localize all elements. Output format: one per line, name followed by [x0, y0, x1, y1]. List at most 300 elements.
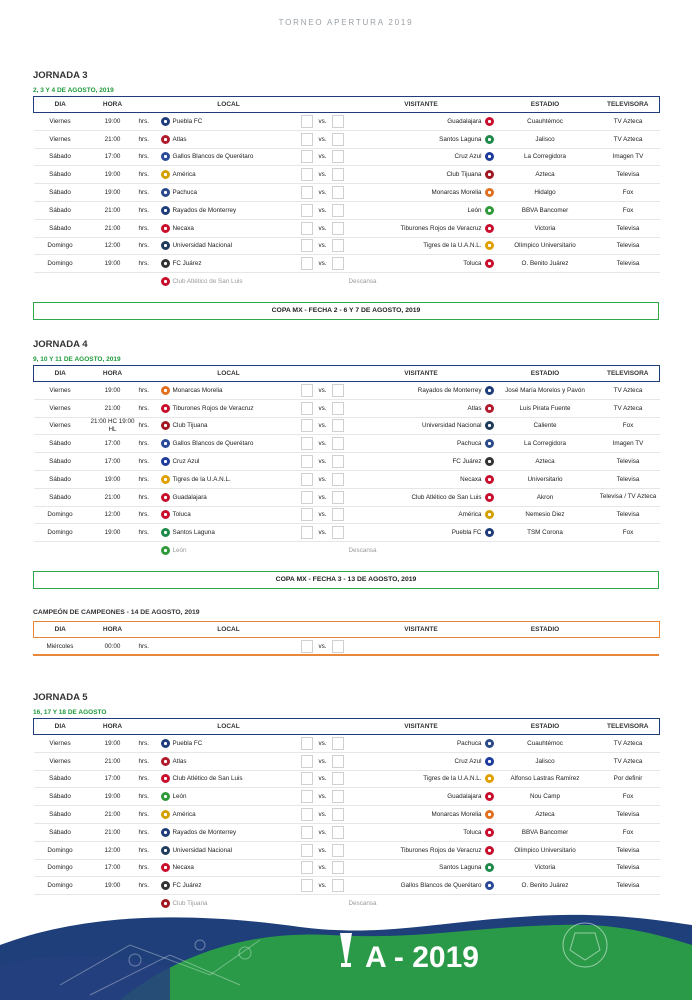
- cell-local: [161, 453, 297, 471]
- score-cell: [297, 237, 349, 255]
- score-cell: [297, 184, 349, 202]
- local-team-name: Tiburones Rojos de Veracruz: [172, 404, 254, 412]
- team-crest-guadalajara-icon: [485, 117, 494, 126]
- score-cell: [297, 113, 349, 131]
- cell-hrs: hrs.: [138, 642, 149, 650]
- home-score-box[interactable]: [301, 755, 313, 768]
- cell-visitante: [349, 752, 494, 770]
- home-score-box[interactable]: [301, 861, 313, 874]
- cell-visitante: [349, 877, 494, 895]
- header-dia: DIA: [34, 622, 87, 638]
- cell-local: [161, 735, 297, 753]
- visitor-team-name: Cruz Azul: [454, 153, 482, 161]
- cell-dia: Viernes: [34, 130, 87, 148]
- score-cell: [297, 255, 349, 273]
- score-cell: [297, 417, 349, 435]
- visitor-team-name: Gallos Blancos de Querétaro: [400, 882, 482, 890]
- vs-label: vs.: [318, 529, 327, 537]
- vs-label: vs.: [318, 135, 327, 143]
- score-cell: [297, 399, 349, 417]
- cell-estadio: Universitario: [494, 470, 597, 488]
- jornada-4-section: [33, 339, 659, 559]
- away-score-box[interactable]: [332, 844, 344, 857]
- header-local: LOCAL: [161, 97, 297, 113]
- local-team-name: FC Juárez: [172, 260, 202, 268]
- cell-visitante: [349, 859, 494, 877]
- vs-label: vs.: [318, 171, 327, 179]
- team-crest-club-tijuana-icon: [485, 170, 494, 179]
- cell-estadio: Olímpico Universitario: [494, 237, 597, 255]
- campeon-section: [33, 609, 659, 655]
- match-row: [34, 470, 660, 488]
- cell-visitante: [349, 506, 494, 524]
- home-score-box[interactable]: [301, 133, 313, 146]
- cell-hrs: hrs.: [139, 399, 161, 417]
- cell-televisora: TV Azteca: [597, 113, 660, 131]
- vs-label: vs.: [318, 511, 327, 519]
- score-cell: [297, 806, 349, 824]
- visitor-team-name: Guadalajara: [447, 118, 482, 126]
- local-team-name: Necaxa: [172, 864, 194, 872]
- cell-hora: 19:00: [87, 877, 139, 895]
- cell-dia: Viernes: [34, 382, 87, 400]
- home-score-box[interactable]: [301, 737, 313, 750]
- cell-televisora: TV Azteca: [597, 399, 660, 417]
- cell-visitante: [349, 382, 494, 400]
- away-score-box[interactable]: [332, 861, 344, 874]
- home-score-box[interactable]: [301, 239, 313, 252]
- cell-dia: Sábado: [34, 470, 87, 488]
- cell-estadio: BBVA Bancomer: [494, 823, 597, 841]
- away-score-box[interactable]: [332, 640, 344, 653]
- team-crest-tigres-de-la-u-a-n-l-icon: [161, 475, 170, 484]
- cell-televisora: Televisa: [597, 859, 660, 877]
- cell-dia: Sábado: [34, 166, 87, 184]
- visitor-team-name: Toluca: [463, 829, 482, 837]
- cell-local: [161, 184, 297, 202]
- cell-visitante: [349, 166, 494, 184]
- local-team-name: Pachuca: [172, 189, 198, 197]
- cell-hrs: hrs.: [139, 506, 161, 524]
- away-score-box[interactable]: [332, 239, 344, 252]
- vs-label: vs.: [318, 260, 327, 268]
- home-score-box[interactable]: [301, 257, 313, 270]
- cell-dia: Domingo: [34, 859, 87, 877]
- cell-visitante: [349, 470, 494, 488]
- home-score-box[interactable]: [301, 879, 313, 892]
- cell-hora: 21:00 HC 19:00 HL: [87, 417, 139, 435]
- away-score-box[interactable]: [332, 455, 344, 468]
- cell-hora: 19:00: [87, 735, 139, 753]
- jornada-3-table: [33, 96, 660, 290]
- home-score-box[interactable]: [301, 790, 313, 803]
- team-crest-cruz-azul-icon: [161, 457, 170, 466]
- cell-estadio: Azteca: [494, 166, 597, 184]
- header-hora: HORA: [87, 97, 139, 113]
- home-score-box[interactable]: [301, 437, 313, 450]
- away-score-box[interactable]: [332, 473, 344, 486]
- home-score-box[interactable]: [301, 526, 313, 539]
- visitor-team-name: Club Tijuana: [446, 171, 482, 179]
- team-crest-guadalajara-icon: [485, 792, 494, 801]
- away-score-box[interactable]: [332, 133, 344, 146]
- cell-televisora: Fox: [597, 823, 660, 841]
- team-crest-rayados-de-monterrey-icon: [485, 386, 494, 395]
- cell-estadio: Azteca: [494, 806, 597, 824]
- cell-televisora: Televisa: [597, 806, 660, 824]
- home-score-box[interactable]: [301, 150, 313, 163]
- team-crest-club-atletico-de-san-luis-icon: [485, 493, 494, 502]
- cell-visitante: [349, 399, 494, 417]
- team-crest-gallos-blancos-de-queretaro-icon: [485, 881, 494, 890]
- header-estadio: ESTADIO: [494, 366, 597, 382]
- cell-estadio: Akron: [494, 488, 597, 506]
- jornada-5-table: [33, 718, 660, 912]
- cell-estadio: Luis Pirata Fuente: [494, 399, 597, 417]
- team-crest-monarcas-morelia-icon: [161, 386, 170, 395]
- team-crest-tiburones-rojos-de-veracruz-icon: [485, 224, 494, 233]
- score-cell: [297, 788, 349, 806]
- cell-hrs: hrs.: [139, 255, 161, 273]
- cell-dia: Domingo: [34, 841, 87, 859]
- team-crest-necaxa-icon: [161, 863, 170, 872]
- cell-hora: 19:00: [87, 166, 139, 184]
- visitor-team-name: Monarcas Morelia: [431, 189, 482, 197]
- home-score-box[interactable]: [301, 115, 313, 128]
- match-row: [34, 524, 660, 542]
- header-visitante: VISITANTE: [349, 719, 494, 735]
- cell-local: [161, 237, 297, 255]
- score-cell: [297, 148, 349, 166]
- cell-visitante: [349, 524, 494, 542]
- cell-hora: 19:00: [87, 255, 139, 273]
- jornada-5-title: JORNADA 5: [33, 692, 88, 703]
- cell-dia: Domingo: [34, 506, 87, 524]
- score-cell: [297, 201, 349, 219]
- home-score-box[interactable]: [301, 168, 313, 181]
- local-team-name: América: [172, 811, 196, 819]
- team-crest-tigres-de-la-u-a-n-l-icon: [485, 774, 494, 783]
- vs-label: vs.: [318, 458, 327, 466]
- cell-televisora: TV Azteca: [597, 752, 660, 770]
- score-cell: [297, 638, 349, 655]
- cell-estadio: Jalisco: [494, 130, 597, 148]
- visitor-team-name: Atlas: [467, 404, 482, 412]
- team-crest-toluca-icon: [161, 510, 170, 519]
- match-row: [34, 382, 660, 400]
- cell-estadio: TSM Corona: [494, 524, 597, 542]
- cell-hrs: hrs.: [139, 237, 161, 255]
- vs-label: vs.: [318, 811, 327, 819]
- cell-estadio: Victoria: [494, 219, 597, 237]
- away-score-box[interactable]: [332, 402, 344, 415]
- away-score-box[interactable]: [332, 755, 344, 768]
- cell-dia: Sábado: [34, 488, 87, 506]
- cell-televisora: TV Azteca: [597, 382, 660, 400]
- cell-resting-team: [161, 273, 297, 290]
- footer-wave-dark: [0, 956, 170, 1000]
- header-hora: HORA: [87, 366, 139, 382]
- visitor-team-name: Club Atlético de San Luis: [411, 493, 482, 501]
- cell-hrs: hrs.: [139, 435, 161, 453]
- cell-local: [161, 524, 297, 542]
- cell-visitante: [349, 788, 494, 806]
- match-row: [34, 823, 660, 841]
- team-crest-puebla-fc-icon: [161, 739, 170, 748]
- cell-estadio: O. Benito Juárez: [494, 877, 597, 895]
- header-visitante: VISITANTE: [349, 366, 494, 382]
- local-team-name: Club Tijuana: [172, 422, 208, 430]
- team-crest-rayados-de-monterrey-icon: [161, 828, 170, 837]
- team-crest-santos-laguna-icon: [485, 135, 494, 144]
- cell-local: [161, 859, 297, 877]
- jornada-3-date: 2, 3 Y 4 DE AGOSTO, 2019: [33, 87, 114, 94]
- score-cell: [297, 770, 349, 788]
- vs-label: vs.: [318, 242, 327, 250]
- home-score-box[interactable]: [301, 772, 313, 785]
- cell-estadio: Azteca: [494, 453, 597, 471]
- cell-televisora: Fox: [597, 184, 660, 202]
- match-row: [34, 506, 660, 524]
- cell-televisora: Fox: [597, 524, 660, 542]
- cell-hrs: hrs.: [139, 752, 161, 770]
- cell-dia: Sábado: [34, 453, 87, 471]
- visitor-team-name: Universidad Nacional: [421, 422, 482, 430]
- footer-label: A - 2019: [365, 941, 479, 974]
- local-team-name: Gallos Blancos de Querétaro: [172, 153, 254, 161]
- team-crest-pachuca-icon: [485, 739, 494, 748]
- home-score-box[interactable]: [301, 402, 313, 415]
- visitor-team-name: Tigres de la U.A.N.L.: [423, 242, 482, 250]
- cell-local: [161, 470, 297, 488]
- cell-local: [161, 877, 297, 895]
- home-score-box[interactable]: [301, 826, 313, 839]
- cell-estadio: Nemesio Diez: [494, 506, 597, 524]
- away-score-box[interactable]: [332, 186, 344, 199]
- away-score-box[interactable]: [332, 222, 344, 235]
- vs-label: vs.: [318, 493, 327, 501]
- score-cell: [297, 735, 349, 753]
- visitor-team-name: Tiburones Rojos de Veracruz: [400, 846, 482, 854]
- vs-label: vs.: [318, 864, 327, 872]
- cell-estadio: Nou Camp: [494, 788, 597, 806]
- away-score-box[interactable]: [332, 384, 344, 397]
- team-crest-atlas-icon: [485, 404, 494, 413]
- local-team-name: Universidad Nacional: [172, 242, 233, 250]
- score-cell: [297, 219, 349, 237]
- visitor-team-name: Rayados de Monterrey: [417, 387, 482, 395]
- cell-hrs: hrs.: [139, 877, 161, 895]
- match-row: [34, 841, 660, 859]
- cell-dia: Domingo: [34, 237, 87, 255]
- team-crest-tiburones-rojos-de-veracruz-icon: [161, 404, 170, 413]
- cell-televisora: Imagen TV: [597, 148, 660, 166]
- away-score-box[interactable]: [332, 115, 344, 128]
- match-row: [34, 166, 660, 184]
- cell-dia: Miércoles: [46, 642, 74, 650]
- cell-hrs: hrs.: [139, 488, 161, 506]
- header-estadio: ESTADIO: [494, 719, 597, 735]
- cell-hrs: hrs.: [139, 806, 161, 824]
- visitor-team-name: Cruz Azul: [454, 757, 482, 765]
- home-score-box[interactable]: [301, 473, 313, 486]
- resting-team-name: Club Atlético de San Luis: [172, 278, 243, 286]
- campeon-row: [34, 638, 660, 655]
- cell-televisora: Por definir: [597, 770, 660, 788]
- score-cell: [297, 877, 349, 895]
- cell-hora: 17:00: [87, 435, 139, 453]
- vs-label: vs.: [318, 118, 327, 126]
- header-estadio: ESTADIO: [494, 97, 597, 113]
- jornada-4-title: JORNADA 4: [33, 339, 88, 350]
- team-crest-pachuca-icon: [485, 439, 494, 448]
- cell-estadio: La Corregidora: [494, 148, 597, 166]
- team-crest-toluca-icon: [485, 259, 494, 268]
- local-team-name: Toluca: [172, 511, 191, 519]
- cell-televisora: Televisa: [597, 453, 660, 471]
- cell-visitante: [349, 219, 494, 237]
- home-score-box[interactable]: [301, 455, 313, 468]
- team-crest-santos-laguna-icon: [161, 528, 170, 537]
- cell-estadio: BBVA Bancomer: [494, 201, 597, 219]
- local-team-name: Guadalajara: [172, 493, 207, 501]
- cell-estadio: Hidalgo: [494, 184, 597, 202]
- away-score-box[interactable]: [332, 168, 344, 181]
- cell-local: [161, 219, 297, 237]
- match-row: [34, 417, 660, 435]
- campeon-title: CAMPEÓN DE CAMPEONES - 14 DE AGOSTO, 2019: [33, 609, 200, 616]
- local-team-name: Atlas: [172, 135, 187, 143]
- score-cell: [297, 506, 349, 524]
- team-crest-cruz-azul-icon: [485, 757, 494, 766]
- score-cell: [297, 859, 349, 877]
- cell-hrs: hrs.: [139, 148, 161, 166]
- cell-estadio: Cuauhtémoc: [494, 735, 597, 753]
- home-score-box[interactable]: [301, 222, 313, 235]
- local-team-name: Tigres de la U.A.N.L.: [172, 476, 231, 484]
- team-crest-fc-juarez-icon: [161, 881, 170, 890]
- away-score-box[interactable]: [332, 257, 344, 270]
- away-score-box[interactable]: [332, 204, 344, 217]
- away-score-box[interactable]: [332, 790, 344, 803]
- team-crest-leon-icon: [485, 206, 494, 215]
- team-crest-america-icon: [485, 510, 494, 519]
- away-score-box[interactable]: [332, 437, 344, 450]
- team-crest-fc-juarez-icon: [485, 457, 494, 466]
- local-team-name: Monarcas Morelia: [172, 387, 223, 395]
- home-score-box[interactable]: [301, 384, 313, 397]
- team-crest-leon-icon: [161, 792, 170, 801]
- header-visitante: VISITANTE: [349, 97, 494, 113]
- home-score-box[interactable]: [301, 419, 313, 432]
- visitor-team-name: Pachuca: [456, 740, 482, 748]
- home-score-box[interactable]: [301, 808, 313, 821]
- away-score-box[interactable]: [332, 526, 344, 539]
- team-crest-guadalajara-icon: [161, 493, 170, 502]
- away-score-box[interactable]: [332, 808, 344, 821]
- cell-local: [161, 201, 297, 219]
- match-row: [34, 201, 660, 219]
- cell-dia: Sábado: [34, 770, 87, 788]
- team-crest-puebla-fc-icon: [161, 117, 170, 126]
- team-crest-toluca-icon: [485, 828, 494, 837]
- local-team-name: Puebla FC: [172, 740, 203, 748]
- match-row: [34, 453, 660, 471]
- vs-label: vs.: [318, 224, 327, 232]
- home-score-box[interactable]: [301, 186, 313, 199]
- score-cell: [297, 453, 349, 471]
- cell-hrs: hrs.: [139, 113, 161, 131]
- cell-local: [161, 488, 297, 506]
- header-televisora: TELEVISORA: [597, 97, 660, 113]
- cell-visitante: [349, 184, 494, 202]
- header-local: LOCAL: [161, 622, 297, 638]
- cell-visitante: [349, 255, 494, 273]
- match-row: [34, 859, 660, 877]
- vs-label: vs.: [318, 846, 327, 854]
- cell-televisora: Televisa: [597, 219, 660, 237]
- match-row: [34, 788, 660, 806]
- local-team-name: León: [172, 793, 187, 801]
- cell-hrs: hrs.: [139, 130, 161, 148]
- cell-local: [161, 399, 297, 417]
- team-crest-universidad-nacional-icon: [485, 421, 494, 430]
- away-score-box[interactable]: [332, 879, 344, 892]
- home-score-box[interactable]: [301, 508, 313, 521]
- copa-mx-fecha-3-banner: COPA MX - FECHA 3 - 13 DE AGOSTO, 2019: [33, 571, 659, 589]
- vs-label: vs.: [318, 775, 327, 783]
- away-score-box[interactable]: [332, 772, 344, 785]
- away-score-box[interactable]: [332, 737, 344, 750]
- cell-local: [161, 382, 297, 400]
- header-local: LOCAL: [161, 719, 297, 735]
- team-crest-club-tijuana-icon: [161, 421, 170, 430]
- header-local: LOCAL: [161, 366, 297, 382]
- cell-hora: 19:00: [87, 470, 139, 488]
- team-crest-america-icon: [161, 170, 170, 179]
- away-score-box[interactable]: [332, 508, 344, 521]
- away-score-box[interactable]: [332, 826, 344, 839]
- cell-hrs: hrs.: [139, 201, 161, 219]
- cell-estadio: Caliente: [494, 417, 597, 435]
- cell-hora: 19:00: [87, 113, 139, 131]
- away-score-box[interactable]: [332, 150, 344, 163]
- cell-televisora: Televisa: [597, 877, 660, 895]
- team-crest-america-icon: [161, 810, 170, 819]
- home-score-box[interactable]: [301, 640, 313, 653]
- home-score-box[interactable]: [301, 844, 313, 857]
- home-score-box[interactable]: [301, 204, 313, 217]
- cell-estadio: Cuauhtémoc: [494, 113, 597, 131]
- team-crest-gallos-blancos-de-queretaro-icon: [161, 439, 170, 448]
- away-score-box[interactable]: [332, 419, 344, 432]
- local-team-name: Rayados de Monterrey: [172, 207, 237, 215]
- local-team-name: Club Atlético de San Luis: [172, 775, 243, 783]
- away-score-box[interactable]: [332, 491, 344, 504]
- cell-local: [161, 752, 297, 770]
- home-score-box[interactable]: [301, 491, 313, 504]
- local-team-name: Necaxa: [172, 224, 194, 232]
- team-crest-leon-icon: [161, 546, 170, 555]
- rest-row: [34, 273, 660, 290]
- cell-hora: 17:00: [87, 770, 139, 788]
- cell-dia: Sábado: [34, 806, 87, 824]
- cell-local: [161, 148, 297, 166]
- local-team-name: Universidad Nacional: [172, 846, 233, 854]
- cell-hora: 17:00: [87, 453, 139, 471]
- visitor-team-name: Santos Laguna: [439, 864, 482, 872]
- cell-visitante: [349, 113, 494, 131]
